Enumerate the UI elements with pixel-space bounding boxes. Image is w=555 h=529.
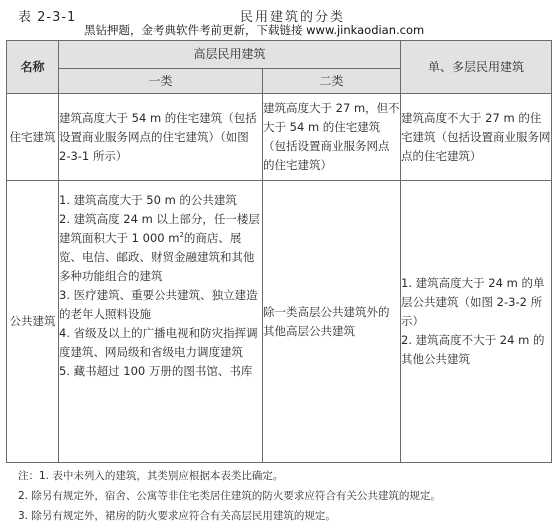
row-name-public: 公共建筑 [7, 181, 59, 463]
cell-text: 1. 建筑高度大于 50 m 的公共建筑 [59, 193, 237, 207]
table-row [7, 181, 552, 463]
header-low-multi: 单、多层民用建筑 [401, 41, 552, 94]
cell-text: 4. 省级及以上的广播电视和防灾指挥调度建筑、网局级和省级电力调度建筑 [59, 326, 258, 359]
cell-text: 3. 医疗建筑、重要公共建筑、独立建造的老年人照料设施 [59, 288, 258, 321]
note-line: 3. 除另有规定外，裙房的防火要求应符合有关高层民用建筑的规定。 [18, 510, 336, 522]
note-line: 2. 除另有规定外，宿舍、公寓等非住宅类居住建筑的防火要求应符合有关公共建筑的规定。 [18, 490, 441, 502]
cell-text: 除一类高层公共建筑外的其他高层公共建筑 [263, 304, 390, 338]
table-caption [0, 0, 555, 40]
public-class-two [263, 181, 401, 463]
building-classification-table [6, 40, 552, 463]
cell-text: 2. 建筑高度不大于 24 m 的其他公共建筑 [401, 333, 545, 366]
cell-text-part: 2. 建筑高度 24 m 以上部分，任一楼层建筑面积大于 1 000 m [59, 212, 260, 245]
note-line: 注：1. 表中未列入的建筑，其类别应根据本表类比确定。 [18, 470, 284, 482]
table-title: 民用建筑的分类 [240, 10, 346, 25]
header-class-two: 二类 [263, 69, 401, 94]
cell-text [59, 210, 262, 286]
table-row [7, 94, 552, 181]
cell-text: 5. 藏书超过 100 万册的图书馆、书库 [59, 364, 253, 378]
cell-text: 建筑高度大于 54 m 的住宅建筑（包括设置商业服务网点的住宅建筑）（如图 2-3-1 所示） [59, 110, 257, 163]
residential-class-one [59, 94, 263, 181]
header-class-one: 一类 [59, 69, 263, 94]
residential-low-multi [401, 94, 552, 181]
superscript: 2 [179, 231, 184, 240]
table-number: 表 2-3-1 [18, 10, 77, 25]
public-low-multi [401, 181, 552, 463]
cell-text: 建筑高度大于 27 m，但不大于 54 m 的住宅建筑（包括设置商业服务网点的住宅建筑） [263, 101, 400, 172]
public-class-one [59, 181, 263, 463]
cell-text: 建筑高度不大于 27 m 的住宅建筑（包括设置商业服务网点的住宅建筑） [401, 110, 551, 163]
header-name: 名称 [7, 41, 59, 94]
watermark-text: 黑钻押题，金考典软件考前更新，下载链接 www.jinkaodian.com [84, 23, 425, 37]
cell-text: 1. 建筑高度大于 24 m 的单层公共建筑（如图 2-3-2 所示） [401, 276, 545, 328]
header-high-rise: 高层民用建筑 [59, 41, 401, 69]
cell-text-part: 的商店、展览、电信、邮政、财贸金融建筑和其他多种功能组合的建筑 [59, 231, 255, 283]
table-notes [18, 466, 441, 526]
residential-class-two [263, 94, 401, 181]
row-name-residential: 住宅建筑 [7, 94, 59, 181]
